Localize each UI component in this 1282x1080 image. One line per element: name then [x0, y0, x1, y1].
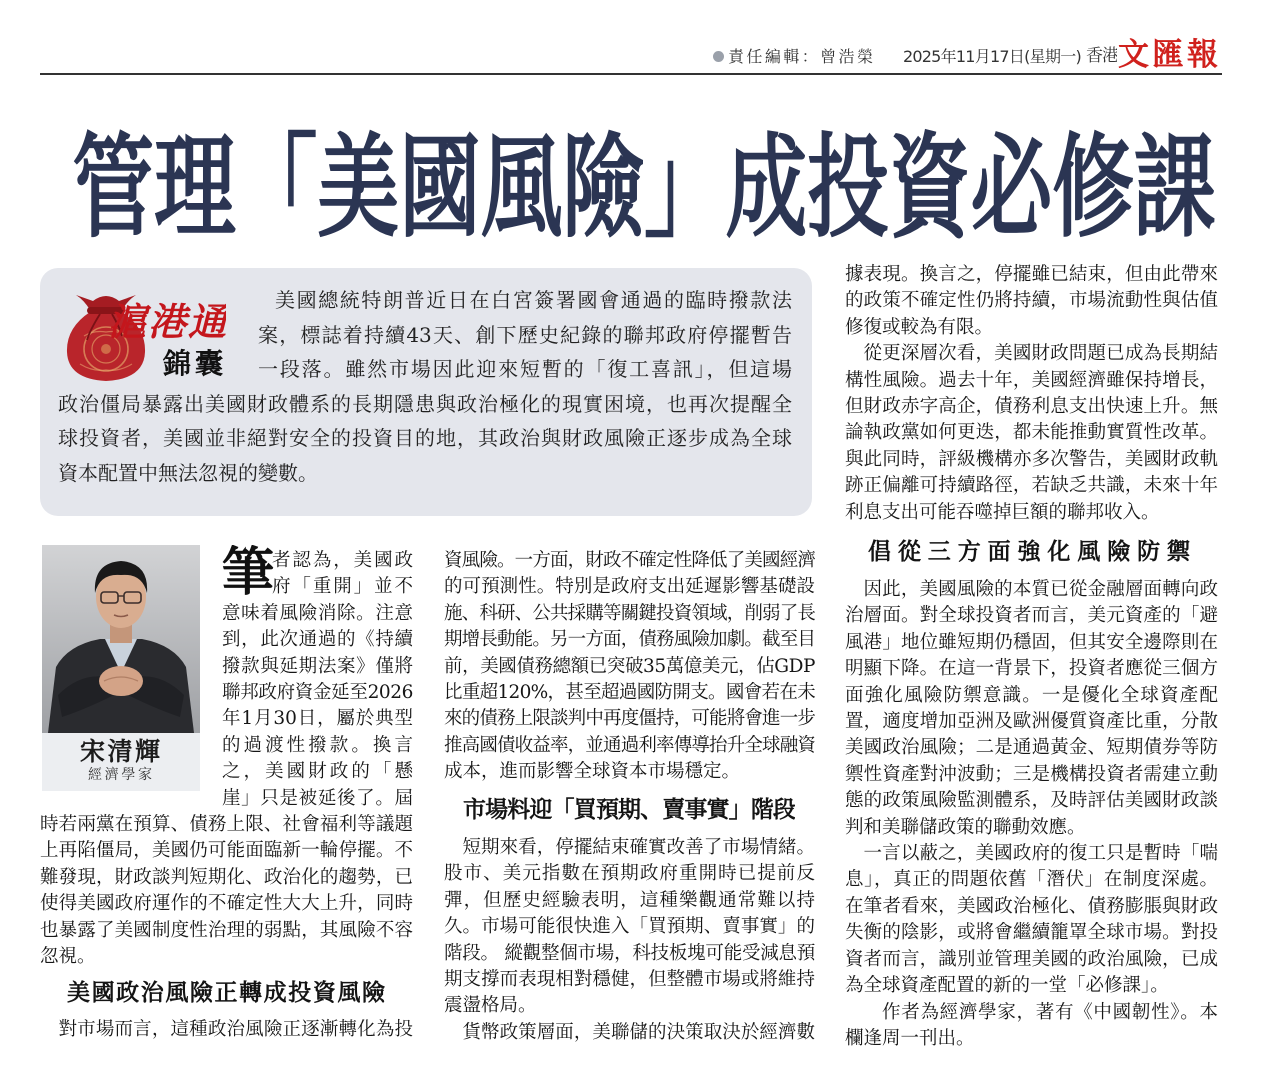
column2-paragraph-1: [444, 548, 815, 786]
text-line: 為全球資產配置的新的一堂「必修課」。: [845, 975, 1169, 997]
column3-upper-text: [845, 262, 1218, 526]
text-line: 美國政治風險；二是通過黃金、短期債券等防: [845, 737, 1218, 759]
text-line: 推高國債收益率，並通過利率傳導抬升全球融資: [444, 734, 815, 756]
text-line: 案，標誌着持續43天、創下歷史紀錄的聯邦政府停擺暫告: [258, 322, 792, 347]
text-line: 者認為，美國政: [272, 550, 413, 571]
masthead-logo: 文匯報: [1118, 37, 1218, 73]
text-line: 構性風險。過去十年，美國經濟雖保持增長，: [845, 369, 1218, 391]
text-line: 對市場而言，這種政治風險正逐漸轉化為投: [58, 1019, 413, 1040]
text-line: 判和美聯儲政策的聯動效應。: [845, 816, 1086, 838]
intro-text: [58, 283, 792, 491]
drop-cap: 筆: [222, 545, 274, 601]
masthead-city: 香港: [1086, 46, 1117, 66]
text-line: 撥款與延期法案》僅將: [222, 655, 413, 677]
headline-text: 管理「美國風險」成投資必修課: [72, 123, 1215, 253]
text-line: 欄逢周一刊出。: [845, 1027, 975, 1049]
text-line: 彈，但歷史經驗表明，這種樂觀通常難以持: [444, 889, 815, 911]
column3-lower-text: [845, 577, 1218, 1052]
text-line: 難發現，財政談判短期化、政治化的趨勢，已: [40, 866, 413, 888]
text-line: 失衡的陰影，或將會繼續籠罩全球市場。對投: [845, 922, 1218, 944]
text-line: 因此，美國風險的本質已從金融層面轉向政: [863, 579, 1218, 600]
text-line: 跡正偏離可持續路徑，若缺乏共識，未來十年: [845, 475, 1218, 497]
text-line: 震盪格局。: [444, 995, 537, 1017]
text-line: 聯邦政府資金延至2026: [222, 682, 413, 704]
text-line: 修復或較為有限。: [845, 316, 994, 338]
column1-paragraph-1: [40, 548, 413, 971]
bullet-icon: [713, 51, 724, 62]
text-line: 風港」地位雖短期仍穩固，但其安全邊際則在: [845, 631, 1218, 653]
text-line: 與此同時，評級機構亦多次警告，美國財政軌: [845, 448, 1218, 470]
text-line: 之，美國財政的「懸: [222, 761, 413, 783]
text-line: 比重超120%，甚至超過國防開支。國會若在未: [444, 682, 815, 704]
column3-paragraph-2: [845, 341, 1218, 526]
text-line: 久。市場可能很快進入「買預期、賣事實」的: [444, 916, 815, 938]
text-line: 崖」只是被延後了。屆: [222, 787, 413, 809]
text-line: 態的政策風險監測體系，及時評估美國財政談: [845, 790, 1218, 812]
column2-paragraph-3: [444, 1020, 815, 1046]
column3-paragraph-3: [845, 577, 1218, 841]
text-line: 據表現。換言之，停擺雖已結束，但由此帶來: [845, 264, 1218, 285]
text-line: 到，此次通過的《持續: [222, 629, 413, 651]
column2-lower-text: [444, 835, 815, 1046]
text-line: 貨幣政策層面，美聯儲的決策取決於經濟數: [462, 1021, 815, 1043]
text-line: 禦性資產對沖波動；三是機構投資者需建立動: [845, 763, 1218, 785]
text-line: 也暴露了美國制度性治理的弱點，其風險不容: [40, 919, 413, 941]
text-line: 美國總統特朗普近日在白宮簽署國會通過的臨時撥款法: [275, 288, 792, 312]
text-line: 的政策不確定性仍將持續，市場流動性與估值: [845, 290, 1218, 312]
text-line: 來的債務上限談判中再度僵持，可能將會進一步: [444, 708, 815, 730]
text-line: 時若兩黨在預算、債務上限、社會福利等議題: [40, 814, 413, 836]
text-line: 論執政黨如何更迭，都未能推動實質性改革。: [845, 422, 1218, 444]
text-line: 年1月30日，屬於典型: [222, 708, 413, 730]
text-line: 資者而言，識別並管理美國的政治風險，已成: [845, 948, 1218, 970]
text-line: 府「重開」並不: [272, 576, 413, 598]
text-line: 成本，進而影響全球資本市場穩定。: [444, 761, 741, 783]
column-logo-name: 滬港通: [108, 299, 226, 344]
column3-paragraph-1: [845, 262, 1218, 341]
text-line: 期增長動能。另一方面，債務風險加劇。截至目: [444, 629, 815, 651]
text-line: 階段。 縱觀整個市場，科技板塊可能受減息預: [444, 942, 815, 964]
header-rule: [40, 73, 1222, 75]
text-line: 資風險。一方面，財政不確定性降低了美國經濟: [444, 550, 815, 571]
text-line: 使得美國政府運作的不確定性大大上升，同時: [40, 893, 413, 915]
text-line: 上再陷僵局，美國仍可能面臨新一輪停擺。不: [40, 840, 413, 862]
text-line: 短期來看，停擺結束確實改善了市場情緒。: [462, 837, 815, 858]
text-line: 意味着風險消除。注意: [222, 602, 413, 624]
text-line: 但財政赤字高企，債務利息支出快速上升。無: [845, 396, 1218, 418]
text-line: 治層面。對全球投資者而言，美元資產的「避: [845, 605, 1218, 627]
text-line: 股市、美元指數在預期政府重開時已提前反: [444, 863, 815, 885]
column1-subheading: 美國政治風險正轉成投資風險: [67, 980, 385, 1006]
text-line: 的過渡性撥款。換言: [222, 734, 413, 756]
text-line: 利息支出可能吞噬掉巨額的聯邦收入。: [845, 501, 1160, 523]
text-line: 政治僵局暴露出美國財政體系的長期隱患與政治極化的現實困境，也再次提醒全: [58, 391, 792, 416]
text-line: 明顯下降。在這一背景下，投資者應從三個方: [845, 658, 1218, 680]
text-line: 從更深層次看，美國財政問題已成為長期結: [863, 343, 1218, 365]
text-line: 資本配置中無法忽視的變數。: [58, 460, 318, 485]
text-line: 在筆者看來，美國政治極化、債務膨脹與財政: [845, 895, 1218, 917]
text-line: 面強化風險防禦意識。一是優化全球資產配: [845, 684, 1218, 706]
text-line: 息」，真正的問題依舊「潛伏」在制度深處。: [845, 869, 1218, 891]
text-line: 一言以蔽之，美國政府的復工只是暫時「喘: [863, 843, 1218, 865]
column3-subheading: 倡從三方面強化風險防禦: [868, 539, 1190, 565]
author-title: 經濟學家: [88, 767, 152, 783]
text-line: 一段落。雖然市場因此迎來短暫的「復工喜訊」，但這場: [258, 357, 792, 382]
text-line: 作者為經濟學家，著有《中國韌性》。本: [882, 1001, 1218, 1023]
column1-paragraph-2: [40, 1017, 413, 1043]
editor-credit: 責任編輯：曾浩榮: [728, 47, 873, 66]
text-line: 忽視。: [40, 946, 96, 968]
text-line: 期支撐而表現相對穩健，但整體市場或將維持: [444, 969, 815, 991]
text-line: 前，美國債務總額已突破35萬億美元，佔GDP: [444, 655, 815, 677]
column3-author-note: [845, 1000, 1218, 1053]
author-name: 宋清輝: [80, 737, 160, 766]
column3-paragraph-4: [845, 841, 1218, 999]
text-line: 置，適度增加亞洲及歐洲優質資產比重，分散: [845, 711, 1218, 733]
issue-date: 2025年11月17日(星期一): [903, 47, 1081, 66]
text-line: 施、科研、公共採購等關鍵投資領域，削弱了長: [444, 602, 815, 624]
column2-paragraph-2: [444, 835, 815, 1020]
text-line: 的可預測性。特別是政府支出延遲影響基礎設: [444, 576, 815, 598]
column2-subheading: 市場料迎「買預期、賣事實」階段: [463, 797, 795, 823]
column-logo-subtitle: 錦囊: [163, 347, 223, 380]
headline: [72, 123, 1215, 255]
text-line: 球投資者，美國並非絕對安全的投資目的地，其政治與財政風險正逐步成為全球: [58, 426, 792, 451]
